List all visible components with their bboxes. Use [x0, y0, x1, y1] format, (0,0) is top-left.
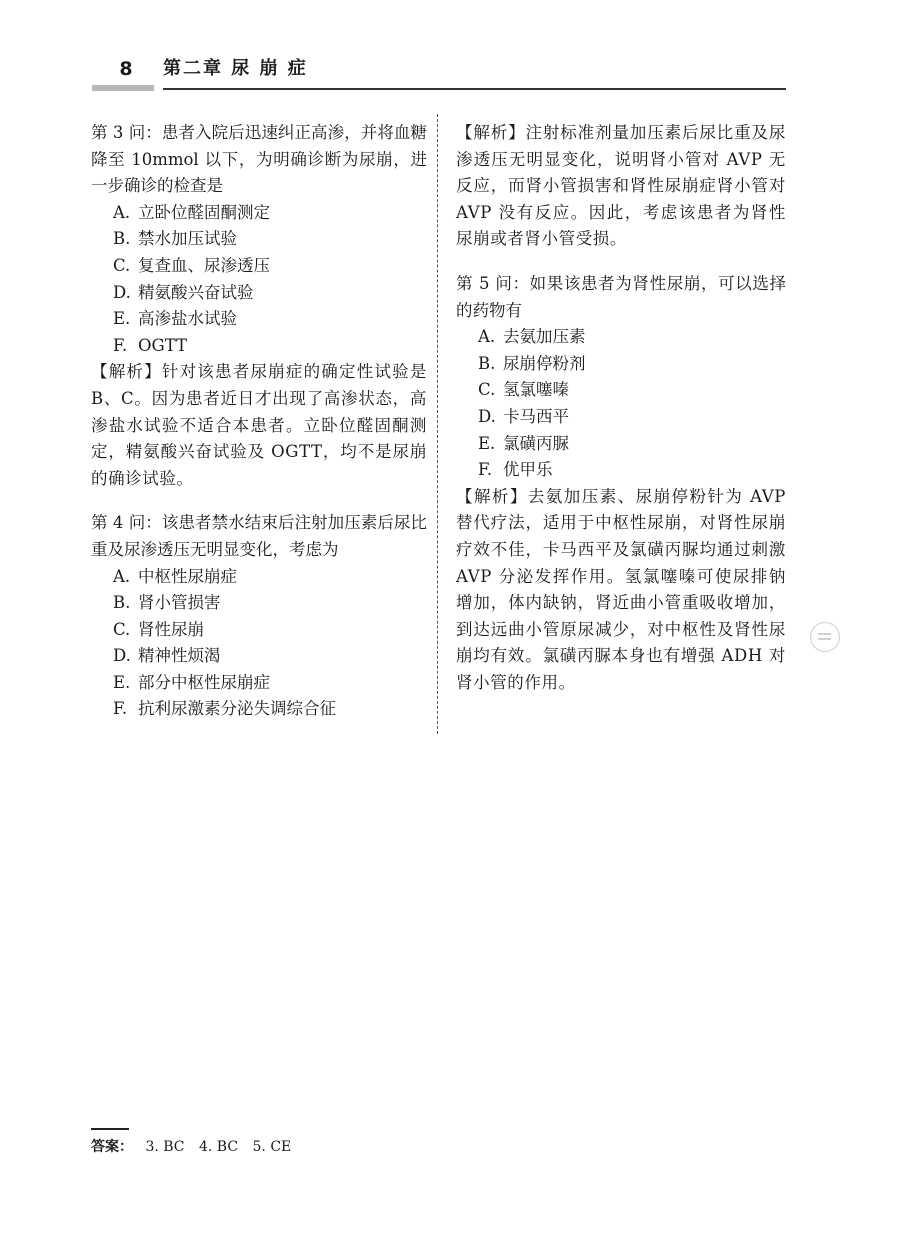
option-item: B. 尿崩停粉剂: [478, 353, 586, 373]
option-item: A. 立卧位醛固酮测定: [113, 202, 270, 222]
answer-item: 5. CE: [252, 1139, 292, 1155]
question-5-explanation: 【解析】去氨加压素、尿崩停粉针为 AVP 替代疗法，适用于中枢性尿崩，对肾性尿崩疗效不佳，卡马西平及氯磺丙脲均通过刺激 AVP 分泌发挥作用。氢氯噻嗪可使尿排钠增加，体内缺钠，肾近曲小管重吸收增加，到达远曲小管原尿减少，对中枢性及肾性尿崩均有效。氯磺丙脲本身也有增强 ADH 对肾小管的作用。: [456, 486, 786, 692]
chapter-title: 第二章 尿 崩 症: [163, 58, 308, 79]
footnote-rule: [91, 1128, 129, 1130]
option-item: B. 禁水加压试验: [113, 229, 237, 249]
option-item: B. 肾小管损害: [113, 593, 221, 613]
page-number: 8: [119, 58, 133, 80]
header-rule: [163, 88, 786, 90]
question-4-explanation: 【解析】注射标准剂量加压素后尿比重及尿渗透压无明显变化，说明肾小管对 AVP 无反应，而肾小管损害和肾性尿崩症肾小管对 AVP 没有反应。因此，考虑该患者为肾性尿崩或者肾小管受损。: [456, 123, 786, 249]
option-item: D. 精氨酸兴奋试验: [113, 282, 254, 302]
right-column: [456, 120, 786, 696]
question-3-explanation: 【解析】针对该患者尿崩症的确定性试验是 B、C。因为患者近日才出现了高渗状态，高渗盐水试验不适合本患者。立卧位醛固酮测定，精氨酸兴奋试验及 OGTT，均不是尿崩的确诊试验。: [91, 362, 427, 488]
column-divider: [437, 114, 438, 734]
spacer: [456, 253, 786, 271]
option-item: E. 部分中枢性尿崩症: [113, 672, 270, 692]
option-item: E. 高渗盐水试验: [113, 309, 237, 329]
option-item: F. 优甲乐: [478, 460, 553, 480]
page-header: [0, 0, 900, 100]
spacer: [91, 492, 427, 510]
option-item: A. 中枢性尿崩症: [113, 566, 237, 586]
option-item: C. 肾性尿崩: [113, 619, 204, 639]
option-item: F. OGTT: [113, 335, 188, 355]
header-gray-bar: [92, 85, 154, 91]
option-item: A. 去氨加压素: [478, 327, 586, 347]
question-3-stem: 第 3 问：患者入院后迅速纠正高渗，并将血糖降至 10mmol 以下，为明确诊断为尿崩，进一步确诊的检查是: [91, 123, 427, 196]
option-item: E. 氯磺丙脲: [478, 433, 569, 453]
answer-item: 4. BC: [198, 1139, 239, 1155]
option-item: C. 氢氯噻嗪: [478, 380, 569, 400]
circle-logo-icon: [810, 622, 840, 652]
question-3-options: [91, 200, 427, 360]
option-item: C. 复查血、尿渗透压: [113, 255, 270, 275]
answer-label: 答案：: [91, 1139, 133, 1155]
question-4-stem: 第 4 问：该患者禁水结束后注射加压素后尿比重及尿渗透压无明显变化，考虑为: [91, 513, 427, 559]
left-column: [91, 120, 427, 723]
option-item: F. 抗利尿激素分泌失调综合征: [113, 699, 336, 719]
question-5-options: [456, 324, 786, 484]
option-item: D. 卡马西平: [478, 406, 569, 426]
answer-key: [91, 1137, 301, 1157]
option-item: D. 精神性烦渴: [113, 646, 221, 666]
question-5-stem: 第 5 问：如果该患者为肾性尿崩，可以选择的药物有: [456, 273, 786, 320]
question-4-options: [91, 564, 427, 724]
answer-item: 3. BC: [145, 1139, 185, 1155]
